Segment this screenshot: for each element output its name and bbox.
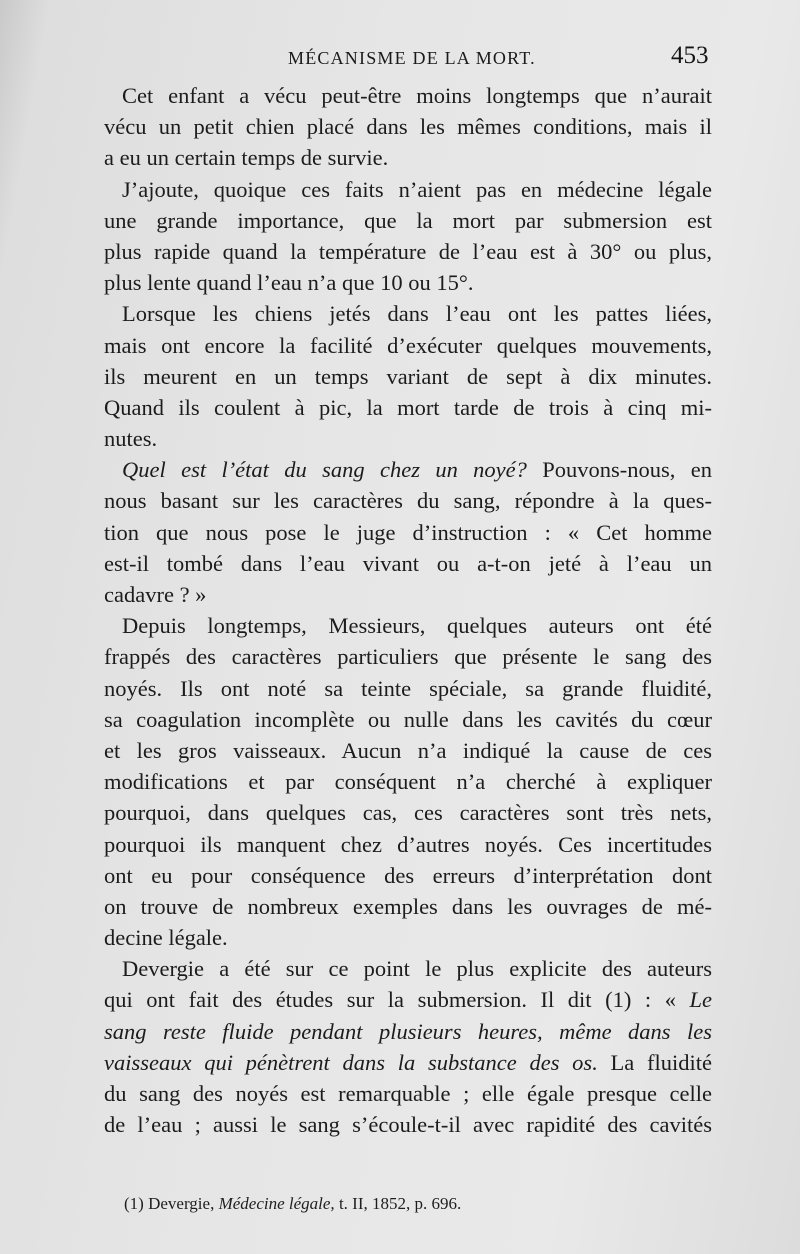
text-line [104,984,712,1015]
line-text: on trouve de nombreux exemples dans les ouvrages de mé- [104,893,712,919]
line-text: qui ont fait des études sur la submersion. Il dit (1) : « [104,987,690,1013]
line-text: Devergie a été sur ce point le plus explicite des auteurs [122,956,712,982]
text-line [104,236,712,267]
text-line [104,80,712,111]
line-text: ils meurent en un temps variant de sept à dix minutes. [104,363,712,389]
footnote-marker: (1) [124,1194,144,1213]
text-line [104,142,712,173]
line-text: tion que nous pose le juge d’instruction : « Cet homme [104,519,712,545]
line-text: une grande importance, que la mort par submersion est [104,207,712,233]
text-line [104,735,712,766]
line-text: Depuis longtemps, Messieurs, quelques auteurs ont été [122,613,712,639]
text-line [104,797,712,828]
line-text: mais ont encore la facilité d’exécuter quelques mouvements, [104,332,712,358]
text-line [104,517,712,548]
text-line [104,1078,712,1109]
line-text: ont eu pour conséquence des erreurs d’interprétation dont [104,862,712,888]
text-line [104,1047,712,1078]
line-text: sa coagulation incomplète ou nulle dans les cavités du cœur [104,706,712,732]
footnote-title: Médecine légale, [218,1194,335,1213]
text-line [104,330,712,361]
line-text: et les gros vaisseaux. Aucun n’a indiqué la cause de ces [104,737,712,763]
line-text: cadavre ? » [104,582,207,607]
text-line [104,454,712,485]
text-line [104,111,712,142]
text-line [104,610,712,641]
line-text: pourquoi ils manquent chez d’autres noyés. Ces incertitudes [104,831,712,857]
footnote-author: Devergie, [148,1194,215,1213]
text-line [104,361,712,392]
line-text: a eu un certain temps de survie. [104,145,389,171]
running-title: MÉCANISME DE LA MORT. [288,48,536,68]
italic-span: Quel est l’état du sang chez un noyé? [122,457,527,483]
footnote-details: t. II, 1852, p. 696. [338,1194,462,1213]
line-text: noyés. Ils ont noté sa teinte spéciale, sa grande fluidité, [104,675,712,701]
text-line [104,392,712,423]
line-text: du sang des noyés est remarquable ; elle égale presque celle [104,1081,712,1106]
line-text: Quand ils coulent à pic, la mort tarde de trois à cinq mi- [104,394,712,420]
running-header [0,44,800,74]
text-line [104,267,712,298]
line-text: vécu un petit chien placé dans les mêmes conditions, mais il [104,114,712,140]
text-line [104,953,712,984]
text-line [104,891,712,922]
text-line [104,548,712,579]
text-line [104,485,712,516]
line-text: J’ajoute, quoique ces faits n’aient pas en médecine légale [122,176,712,202]
text-line [104,1109,712,1140]
line-text: de l’eau ; aussi le sang s’écoule-t-il avec rapidité des cavités [104,1112,712,1138]
italic-span: Le [689,987,712,1013]
line-text: plus rapide quand la température de l’eau est à 30° ou plus, [104,238,712,264]
line-text: Pouvons-nous, en [526,457,712,483]
body-text [104,80,712,1140]
line-text: plus lente quand l’eau n’a que 10 ou 15°. [104,270,474,296]
line-text: nous basant sur les caractères du sang, répondre à la ques- [104,488,712,514]
text-line [104,641,712,672]
line-text: nutes. [104,426,158,452]
italic-span: sang reste fluide pendant plusieurs heures, même dans les [104,1018,712,1044]
line-text: Lorsque les chiens jetés dans l’eau ont les pattes liées, [122,301,712,327]
footnote [124,1194,461,1214]
text-line [104,673,712,704]
text-line [104,579,712,610]
line-text: est-il tombé dans l’eau vivant ou a-t-on jeté à l’eau un [104,550,712,576]
text-line [104,174,712,205]
italic-span: vaisseaux qui pénètrent dans la substance des os. [104,1049,598,1075]
page-number: 453 [671,42,709,69]
line-text: Cet enfant a vécu peut-être moins longtemps que n’aurait [122,83,712,108]
text-line [104,298,712,329]
text-line [104,829,712,860]
text-line [104,205,712,236]
text-line [104,1016,712,1047]
line-text: La fluidité [597,1049,712,1075]
line-text: frappés des caractères particuliers que présente le sang des [104,644,712,670]
text-line [104,766,712,797]
line-text: pourquoi, dans quelques cas, ces caractères sont très nets, [104,800,712,826]
text-line [104,860,712,891]
line-text: decine légale. [104,925,228,951]
text-line [104,704,712,735]
text-line [104,423,712,454]
line-text: modifications et par conséquent n’a cherché à expliquer [104,769,712,795]
text-line [104,922,712,953]
